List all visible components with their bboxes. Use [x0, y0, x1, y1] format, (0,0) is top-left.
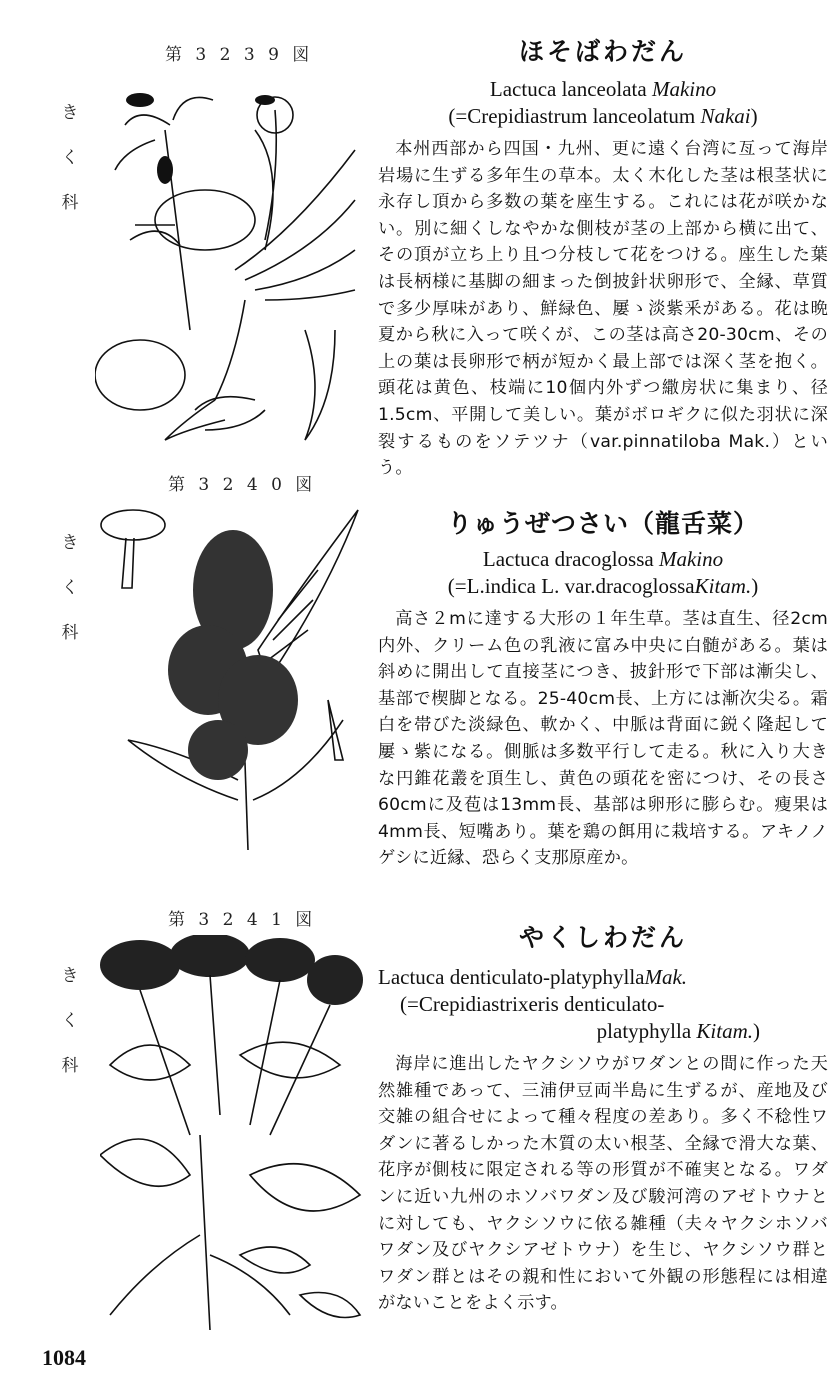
illustration-ryuzetsusai: [98, 500, 368, 855]
illustration-hosobawadan: [95, 70, 365, 465]
family-label: き く 科: [61, 966, 79, 1076]
japanese-name: やくしわだん: [518, 923, 687, 952]
figure-label-3240: 第 3 2 4 0 図: [168, 475, 317, 495]
scientific-name: Lactuca dracoglossa Makino: [482, 547, 724, 571]
species-entry-ryuzetsusai: [378, 504, 828, 872]
family-label: き く 科: [61, 533, 79, 643]
japanese-name: ほそばわだん: [518, 37, 687, 66]
synonym: (=L.indica L. var.dracoglossaKitam.): [447, 574, 759, 598]
page-number: 1084: [42, 1345, 86, 1370]
species-entry-hosobawadan: [378, 32, 828, 482]
synonym-continued: platyphylla Kitam.): [596, 1019, 760, 1043]
japanese-name: りゅうぜつさい（龍舌菜）: [446, 509, 759, 538]
figure-label-3239: 第 3 2 3 9 図: [165, 45, 314, 65]
synonym: (=Crepidiastrixeris denticulato-: [400, 992, 665, 1016]
description: 本州西部から四国・九州、更に遠く台湾に亙って海岸岩場に生ずる多年生の草本。太く木化した茎は根茎状に永存し頂から多数の葉を座生する。これには花が咲かない。別に細くしなやかな側枝が茎の上部から横に出て、その頂が立ち上り且つ分枝して花をつける。座生した葉は長柄様に基脚の細まった倒披針状卵形で、全縁、草質で多少厚味があり、鮮緑色、屢ゝ淡紫釆がある。花は晩夏から秋に入って咲くが、この茎は高さ20-30cm、その上の葉は長卵形で柄が短かく最上部では深く茎を抱く。頭花は黄色、枝端に10個内外ずつ繖房状に集まり、径1.5cm、平開して美しい。葉がボロギクに似た羽状に深裂するものをソテツナ（var.pinnatiloba Mak.）という。: [378, 139, 828, 479]
description: 海岸に進出したヤクシソウがワダンとの間に作った天然雑種であって、三浦伊豆両半島に生ずるが、産地及び交雑の組合せによって種々程度の差あり。多く不稔性ワダンに著るしかった木質の太い根茎、全縁で滑大な葉、花序が側枝に限定される等の形質が不確実となる。ワダンに近い九州のホソバワダン及び駿河湾のアゼトウナとに対しても、ヤクシソウに依る雑種（夫々ヤクシホソバワダン及びヤクシアゼトウナ）を生じ、ヤクシソウ群とワダン群とはその親和性において外観の形態程には相違がないことをよく示す。: [378, 1054, 828, 1314]
family-label: き く 科: [61, 103, 79, 213]
illustration-yakushiwadan: [100, 935, 365, 1330]
scientific-name: Lactuca lanceolata Makino: [489, 77, 717, 101]
species-entry-yakushiwadan: [378, 918, 828, 1317]
synonym: (=Crepidiastrum lanceolatum Nakai): [448, 104, 758, 128]
scientific-name: Lactuca denticulato-platyphyllaMak.: [378, 965, 688, 989]
description: 高さ２mに達する大形の１年生草。茎は直生、径2cm内外、クリーム色の乳液に富み中央に白髄がある。葉は斜めに開出して直接茎につき、披針形で下部は漸尖し、基部で楔脚となる。25-40cm長、上方には漸次尖る。霜白を帯びた淡緑色、軟かく、中脈は背面に鋭く隆起して屢ゝ紫になる。側脈は多数平行して走る。秋に入り大きな円錐花叢を頂生し、黄色の頭花を密につけ、その長さ60cmに及苞は13mm長、基部は卵形に膨らむ。瘦果は4mm長、短嘴あり。葉を鶏の餌用に栽培する。アキノノゲシに近縁、恐らく支那原産か。: [378, 609, 828, 869]
figure-label-3241: 第 3 2 4 1 図: [168, 910, 317, 930]
